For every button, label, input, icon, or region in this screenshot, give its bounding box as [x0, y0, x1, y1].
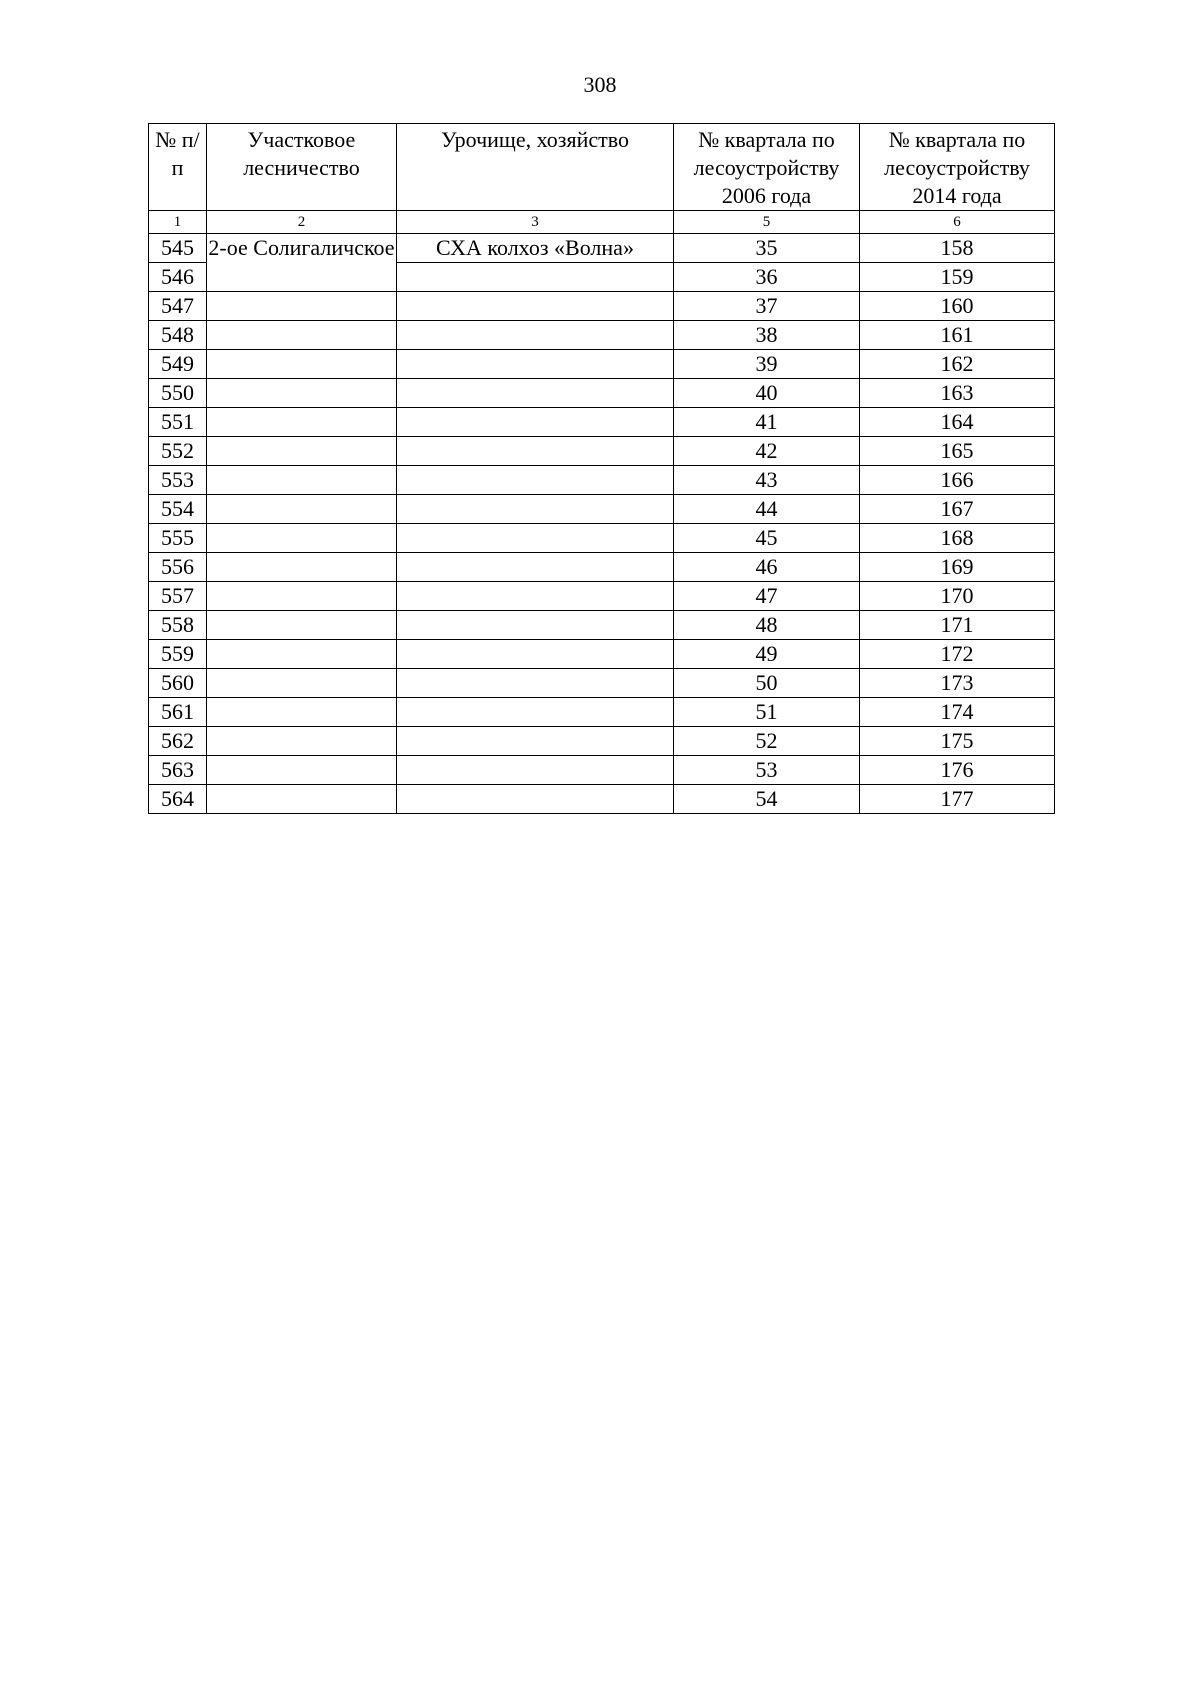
quarter-2014-cell: 169 [860, 553, 1055, 582]
forestry-cell [207, 727, 397, 756]
row-number: 564 [149, 785, 207, 814]
forestry-cell [207, 408, 397, 437]
quarter-2006-cell: 53 [674, 756, 860, 785]
table-row [149, 234, 1055, 263]
forestry-cell [207, 785, 397, 814]
quarter-2006-cell: 50 [674, 669, 860, 698]
forestry-cell [207, 756, 397, 785]
quarter-2014-cell: 159 [860, 263, 1055, 292]
table-row [149, 727, 1055, 756]
holding-cell [397, 640, 674, 669]
table-row [149, 669, 1055, 698]
table-row [149, 785, 1055, 814]
quarter-2006-cell: 37 [674, 292, 860, 321]
row-number: 549 [149, 350, 207, 379]
table-row [149, 321, 1055, 350]
header-quarter-2006: № квартала по лесоустройству 2006 года [674, 124, 860, 211]
table-row [149, 379, 1055, 408]
quarter-2006-cell: 41 [674, 408, 860, 437]
quarter-2014-cell: 162 [860, 350, 1055, 379]
holding-cell [397, 466, 674, 495]
holding-cell [397, 437, 674, 466]
holding-cell [397, 263, 674, 292]
quarter-2014-cell: 160 [860, 292, 1055, 321]
column-number-row [149, 211, 1055, 234]
row-number: 547 [149, 292, 207, 321]
quarter-2006-cell: 45 [674, 524, 860, 553]
holding-cell [397, 292, 674, 321]
quarter-2014-cell: 163 [860, 379, 1055, 408]
quarter-2006-cell: 38 [674, 321, 860, 350]
row-number: 557 [149, 582, 207, 611]
quarter-2014-cell: 174 [860, 698, 1055, 727]
quarter-2014-cell: 168 [860, 524, 1055, 553]
column-number: 1 [149, 211, 207, 234]
quarter-2006-cell: 39 [674, 350, 860, 379]
holding-cell [397, 756, 674, 785]
forestry-cell [207, 379, 397, 408]
forestry-cell [207, 437, 397, 466]
row-number: 563 [149, 756, 207, 785]
quarter-2014-cell: 161 [860, 321, 1055, 350]
row-number: 562 [149, 727, 207, 756]
column-number: 5 [674, 211, 860, 234]
forestry-cell [207, 524, 397, 553]
column-number: 3 [397, 211, 674, 234]
holding-cell [397, 785, 674, 814]
quarter-2006-cell: 36 [674, 263, 860, 292]
table-row [149, 495, 1055, 524]
quarter-2006-cell: 43 [674, 466, 860, 495]
row-number: 559 [149, 640, 207, 669]
table-row [149, 553, 1055, 582]
forestry-cell [207, 640, 397, 669]
quarter-2014-cell: 177 [860, 785, 1055, 814]
quarter-2006-cell: 54 [674, 785, 860, 814]
forestry-cell [207, 350, 397, 379]
table-row [149, 524, 1055, 553]
row-number: 561 [149, 698, 207, 727]
holding-cell: СХА колхоз «Волна» [397, 234, 674, 263]
holding-cell [397, 553, 674, 582]
holding-cell [397, 495, 674, 524]
holding-cell [397, 582, 674, 611]
header-holding: Урочище, хозяйство [397, 124, 674, 211]
holding-cell [397, 669, 674, 698]
quarter-2006-cell: 35 [674, 234, 860, 263]
forestry-cell [207, 292, 397, 321]
table-row [149, 582, 1055, 611]
quarters-table [148, 123, 1055, 814]
holding-cell [397, 379, 674, 408]
holding-cell [397, 408, 674, 437]
row-number: 556 [149, 553, 207, 582]
row-number: 553 [149, 466, 207, 495]
table-row [149, 350, 1055, 379]
quarter-2014-cell: 158 [860, 234, 1055, 263]
column-number: 2 [207, 211, 397, 234]
forestry-cell [207, 466, 397, 495]
table-row [149, 437, 1055, 466]
header-quarter-2014: № квартала по лесоустройству 2014 года [860, 124, 1055, 211]
row-number: 554 [149, 495, 207, 524]
holding-cell [397, 698, 674, 727]
column-number: 6 [860, 211, 1055, 234]
quarter-2014-cell: 165 [860, 437, 1055, 466]
quarter-2014-cell: 166 [860, 466, 1055, 495]
holding-cell [397, 727, 674, 756]
table-row [149, 292, 1055, 321]
holding-cell [397, 611, 674, 640]
quarter-2014-cell: 167 [860, 495, 1055, 524]
table-row [149, 408, 1055, 437]
header-num: № п/п [149, 124, 207, 211]
holding-cell [397, 524, 674, 553]
quarter-2006-cell: 51 [674, 698, 860, 727]
table-row [149, 611, 1055, 640]
row-number: 546 [149, 263, 207, 292]
quarter-2014-cell: 176 [860, 756, 1055, 785]
table-row [149, 466, 1055, 495]
forestry-cell [207, 611, 397, 640]
forestry-cell: 2-ое Солигаличское [207, 234, 397, 292]
row-number: 551 [149, 408, 207, 437]
row-number: 555 [149, 524, 207, 553]
table-row [149, 756, 1055, 785]
row-number: 545 [149, 234, 207, 263]
header-row [149, 124, 1055, 211]
holding-cell [397, 321, 674, 350]
forestry-cell [207, 698, 397, 727]
quarter-2006-cell: 47 [674, 582, 860, 611]
table-body [149, 234, 1055, 814]
forestry-cell [207, 321, 397, 350]
table-row [149, 640, 1055, 669]
row-number: 548 [149, 321, 207, 350]
header-forestry: Участковое лесничество [207, 124, 397, 211]
forestry-cell [207, 553, 397, 582]
quarter-2014-cell: 173 [860, 669, 1055, 698]
row-number: 560 [149, 669, 207, 698]
quarter-2014-cell: 171 [860, 611, 1055, 640]
table-row [149, 698, 1055, 727]
row-number: 550 [149, 379, 207, 408]
forestry-cell [207, 495, 397, 524]
quarter-2006-cell: 46 [674, 553, 860, 582]
quarter-2006-cell: 42 [674, 437, 860, 466]
quarter-2006-cell: 48 [674, 611, 860, 640]
holding-cell [397, 350, 674, 379]
forestry-cell [207, 582, 397, 611]
quarter-2006-cell: 40 [674, 379, 860, 408]
page-number: 308 [583, 72, 617, 97]
quarter-2014-cell: 175 [860, 727, 1055, 756]
row-number: 558 [149, 611, 207, 640]
forestry-cell [207, 669, 397, 698]
quarter-2014-cell: 170 [860, 582, 1055, 611]
quarter-2006-cell: 52 [674, 727, 860, 756]
quarter-2014-cell: 164 [860, 408, 1055, 437]
quarter-2006-cell: 44 [674, 495, 860, 524]
row-number: 552 [149, 437, 207, 466]
quarter-2006-cell: 49 [674, 640, 860, 669]
quarter-2014-cell: 172 [860, 640, 1055, 669]
